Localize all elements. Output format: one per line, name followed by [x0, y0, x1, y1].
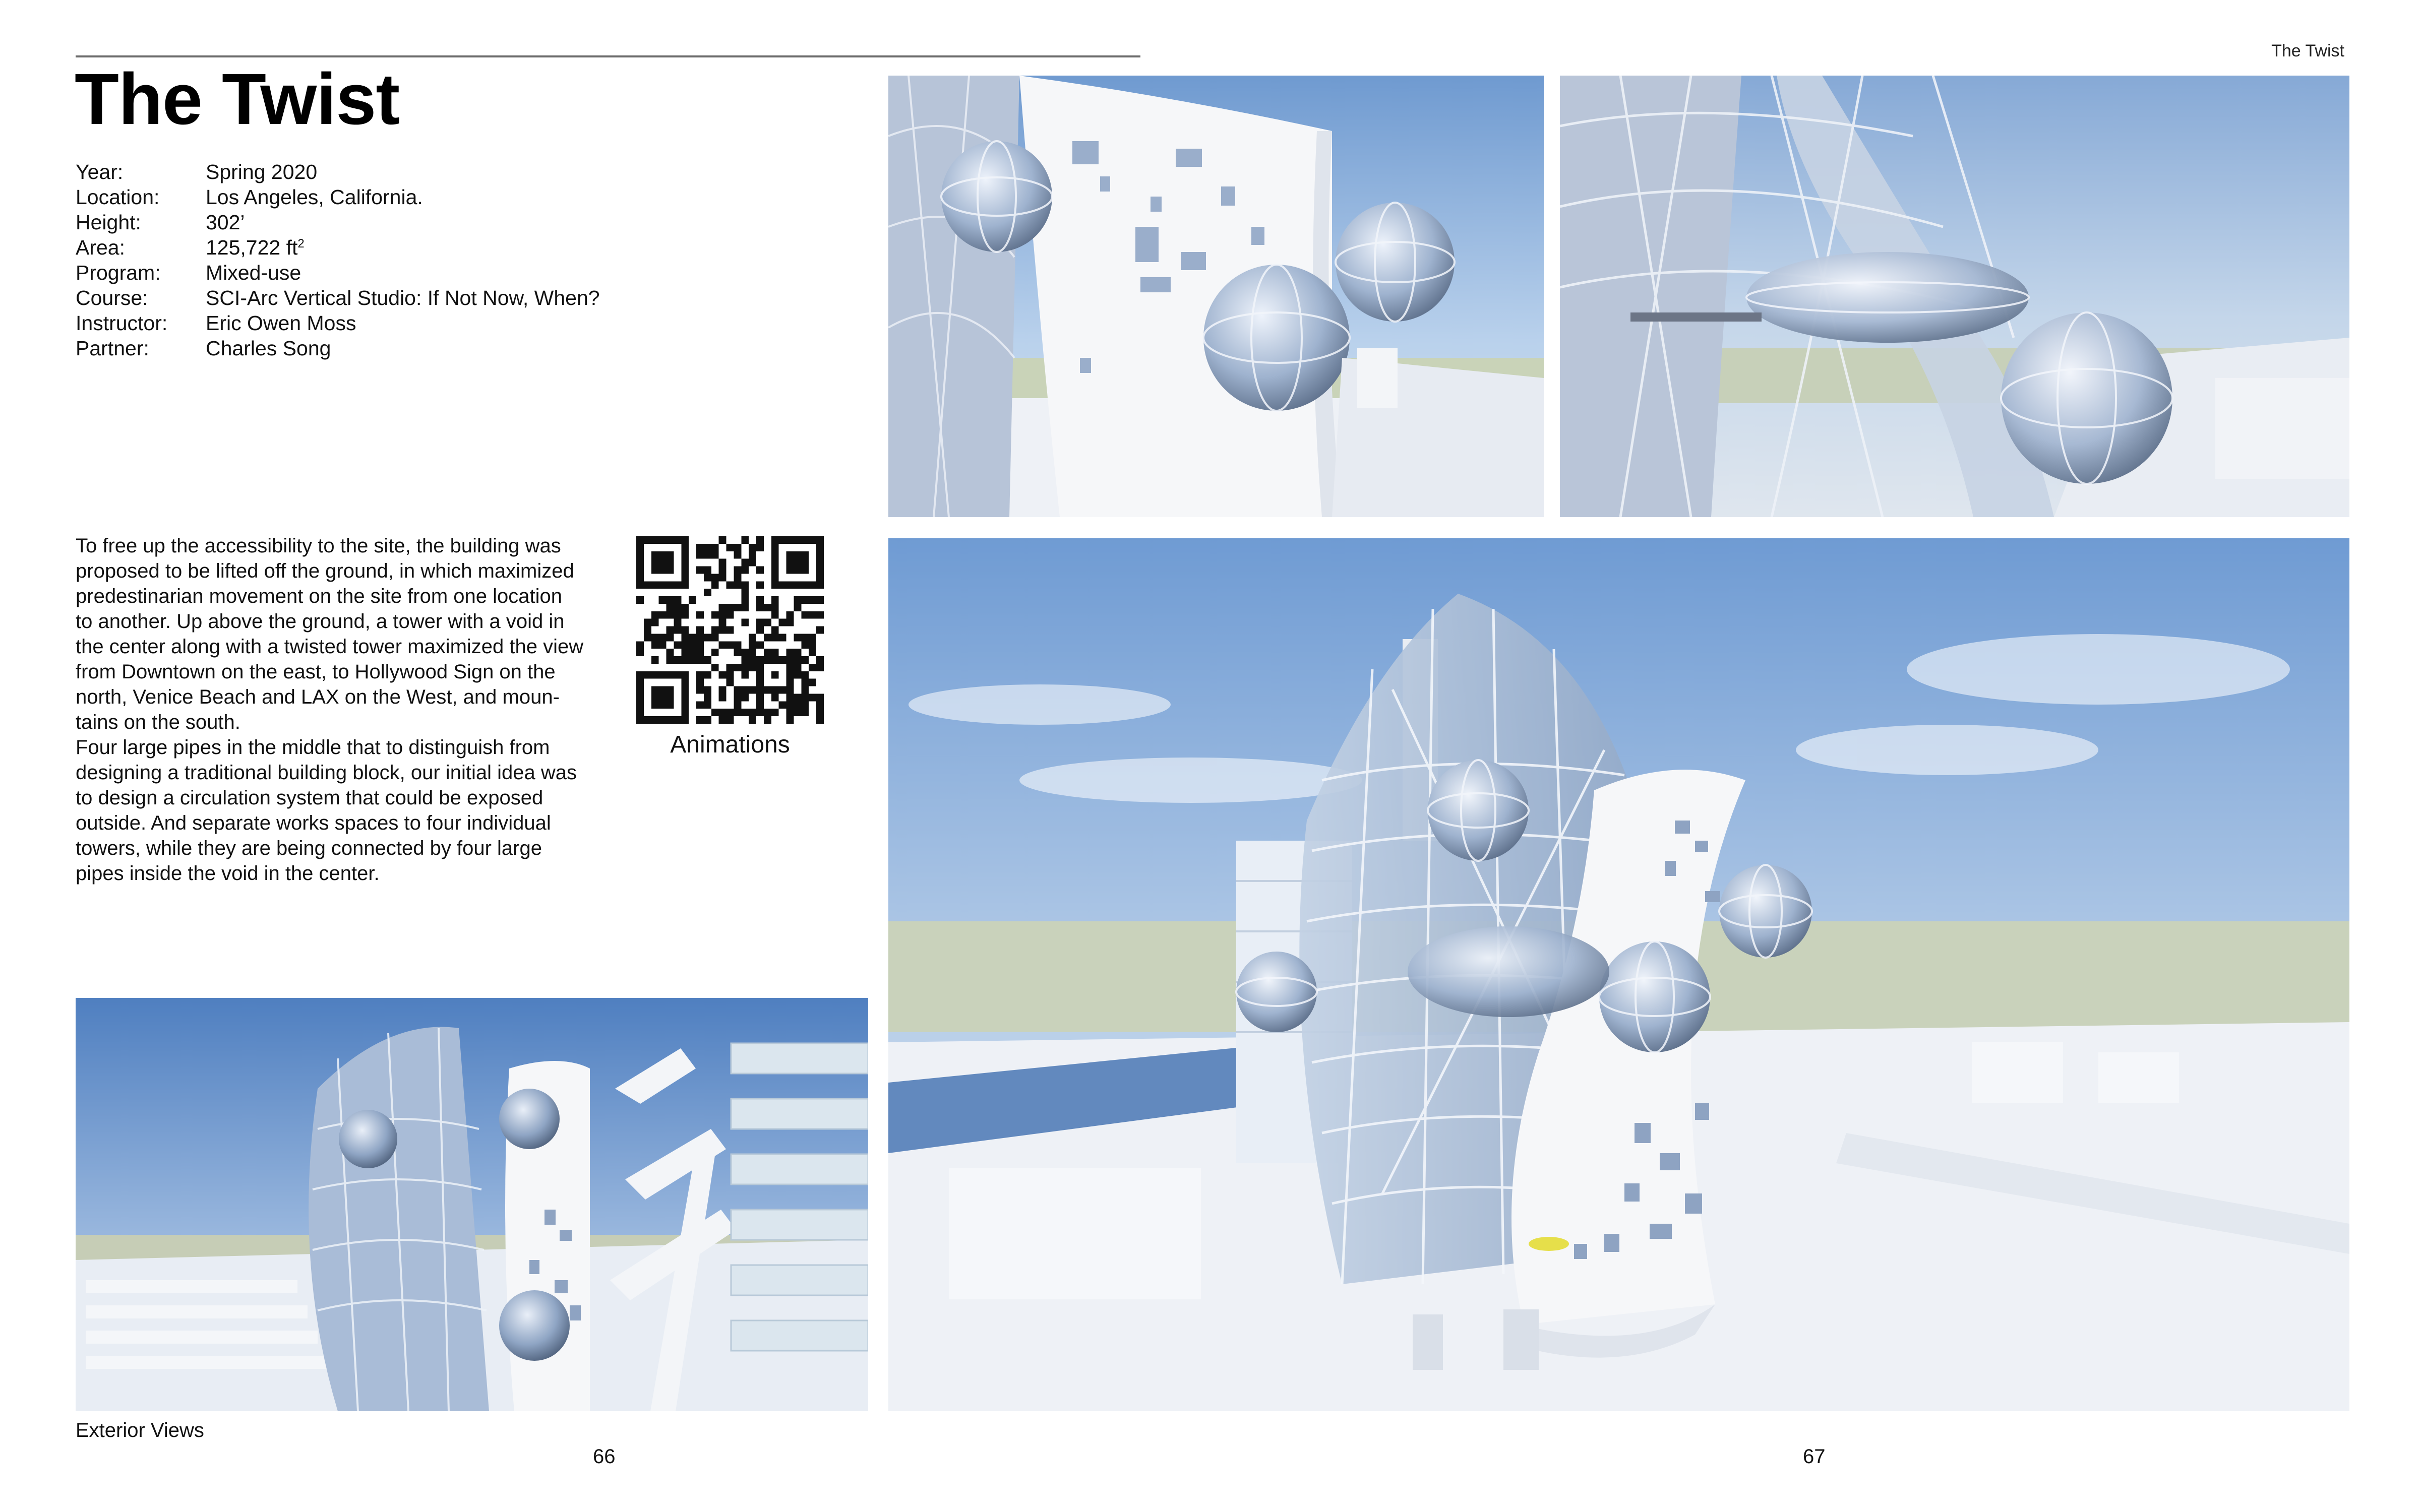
spec-row-instructor: [76, 310, 600, 336]
description-line: pipes inside the void in the center.: [76, 862, 380, 885]
spec-label: Height:: [76, 211, 141, 234]
spec-row-area: [76, 235, 600, 260]
description-line: from Downtown on the east, to Hollywood Sign on the: [76, 661, 556, 683]
spec-label: Location:: [76, 185, 160, 209]
spec-label: Course:: [76, 286, 148, 309]
spec-row-partner: [76, 336, 600, 361]
description-line: to design a circulation system that could be exposed: [76, 787, 543, 809]
spec-row-course: [76, 285, 600, 310]
spec-value: 302’: [206, 211, 245, 234]
spec-value: SCI-Arc Vertical Studio: If Not Now, When?: [206, 286, 600, 309]
spec-label: Year:: [76, 160, 124, 183]
spec-label: Partner:: [76, 337, 149, 360]
description-line: tains on the south.: [76, 711, 240, 733]
spec-row-height: [76, 210, 600, 235]
qr-caption: Animations: [670, 731, 790, 758]
description-line: designing a traditional building block, our initial idea was: [76, 762, 577, 784]
spec-value: [206, 235, 305, 260]
spec-label: Area:: [76, 236, 125, 259]
header-rule: [76, 55, 1140, 57]
page-title: The Twist: [75, 58, 400, 140]
render-facade-closeup: [888, 76, 1544, 517]
render-void-interior: [1560, 76, 2349, 517]
spec-value: Los Angeles, California.: [206, 185, 423, 209]
description-line: north, Venice Beach and LAX on the West, and moun-: [76, 686, 560, 708]
spec-label: Instructor:: [76, 311, 168, 335]
spec-row-year: [76, 159, 600, 184]
description-line: Four large pipes in the middle that to distinguish from: [76, 736, 550, 759]
project-specs: [76, 159, 600, 361]
gallery-caption: Exterior Views: [76, 1419, 204, 1441]
running-head: The Twist: [2271, 41, 2344, 60]
area-value: 125,722 ft: [206, 236, 298, 259]
qr-code-graphic: [636, 536, 824, 724]
project-description: [76, 533, 605, 886]
spec-value: Charles Song: [206, 337, 331, 360]
page-number-left: 66: [593, 1445, 616, 1468]
spec-row-location: [76, 184, 600, 210]
spec-value: Eric Owen Moss: [206, 311, 356, 335]
spec-value: Mixed-use: [206, 261, 301, 284]
description-line: towers, while they are being connected by four large: [76, 837, 542, 859]
description-line: To free up the accessibility to the site, the building was: [76, 535, 561, 557]
spec-value: Spring 2020: [206, 160, 318, 183]
description-line: proposed to be lifted off the ground, in which maximized: [76, 560, 574, 582]
render-main-exterior: [888, 538, 2349, 1411]
spec-row-program: [76, 260, 600, 285]
description-line: to another. Up above the ground, a tower with a void in: [76, 610, 565, 633]
description-line: outside. And separate works spaces to four individual: [76, 812, 551, 834]
area-unit-exponent: 2: [297, 237, 305, 250]
spec-label: Program:: [76, 261, 161, 284]
description-line: predestinarian movement on the site from one location: [76, 585, 562, 607]
qr-code-icon[interactable]: [636, 536, 824, 724]
page-number-right: 67: [1803, 1445, 1826, 1468]
description-line: the center along with a twisted tower maximized the view: [76, 636, 584, 658]
render-exterior-angled: [76, 998, 868, 1411]
